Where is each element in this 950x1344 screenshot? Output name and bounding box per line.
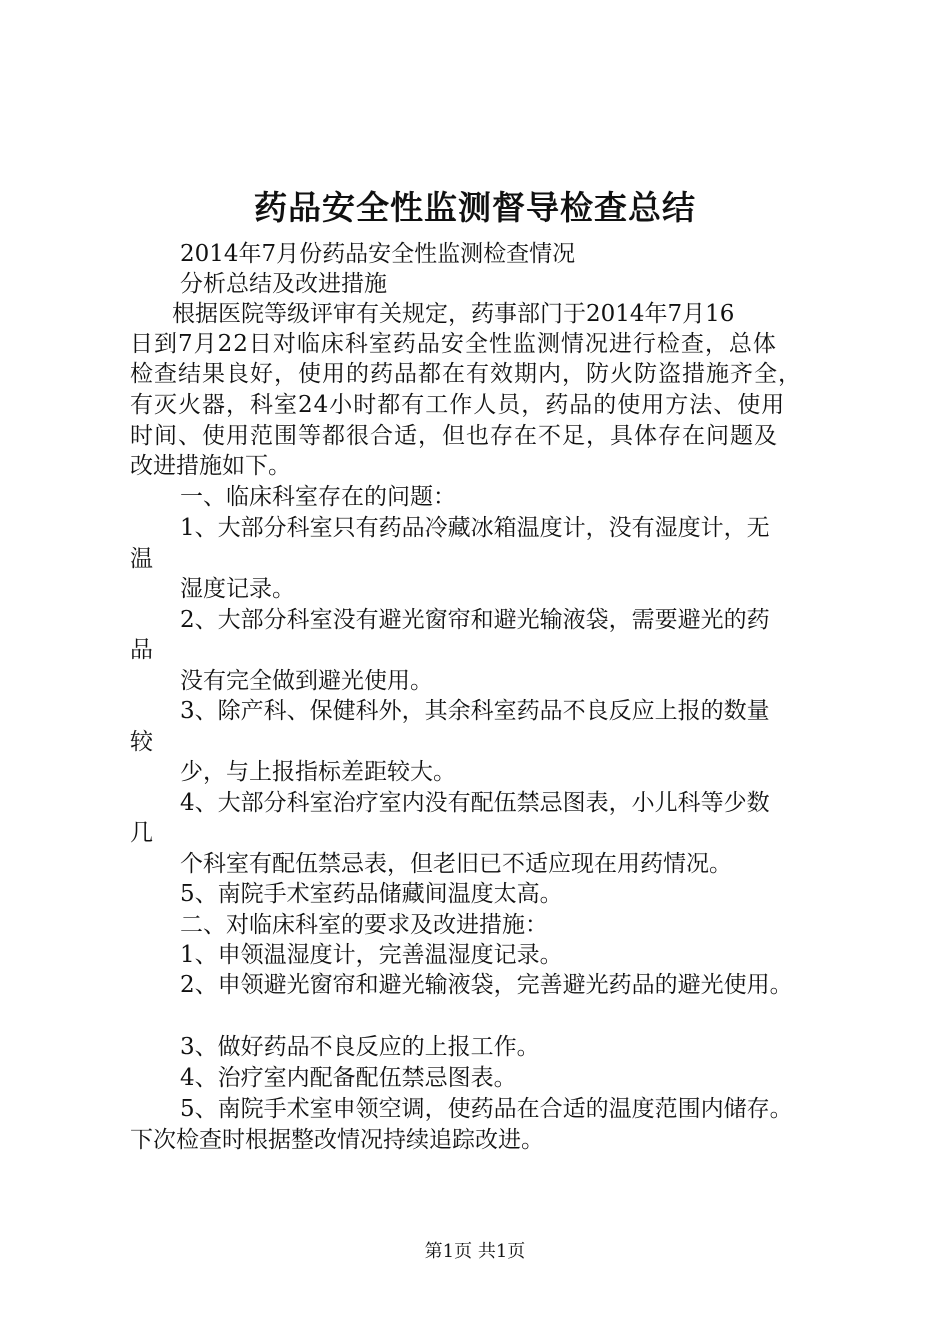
measure-4: 4、治疗室内配备配伍禁忌图表。 bbox=[180, 1065, 517, 1091]
problem-4-wrap: 几 bbox=[130, 820, 153, 846]
intro-line-1: 根据医院等级评审有关规定，药事部门于2014年7月16 bbox=[172, 301, 735, 327]
problem-2-wrap: 品 bbox=[130, 637, 153, 663]
page-footer: 第1页 共1页 bbox=[424, 1241, 526, 1262]
intro-line-3: 检查结果良好，使用的药品都在有效期内，防火防盗措施齐全， bbox=[130, 361, 802, 387]
section-2-heading: 二、对临床科室的要求及改进措施： bbox=[180, 912, 548, 938]
problem-1-line-2: 湿度记录。 bbox=[180, 576, 295, 602]
intro-line-6: 改进措施如下。 bbox=[130, 453, 291, 479]
intro-line-4: 有灭火器，科室24小时都有工作人员，药品的使用方法、使用 bbox=[130, 392, 786, 418]
problem-3-wrap: 较 bbox=[130, 729, 153, 755]
problem-4-line-1: 4、大部分科室治疗室内没有配伍禁忌图表，小儿科等少数 bbox=[180, 790, 770, 816]
problem-4-line-2: 个科室有配伍禁忌表，但老旧已不适应现在用药情况。 bbox=[180, 851, 732, 877]
measure-1: 1、申领温湿度计，完善温湿度记录。 bbox=[180, 942, 563, 968]
problem-2-line-1: 2、大部分科室没有避光窗帘和避光输液袋，需要避光的药 bbox=[180, 607, 770, 633]
measure-3: 3、做好药品不良反应的上报工作。 bbox=[180, 1034, 540, 1060]
section-1-heading: 一、临床科室存在的问题： bbox=[180, 484, 456, 510]
intro-line-2: 日到7月22日对临床科室药品安全性监测情况进行检查，总体 bbox=[130, 331, 777, 357]
intro-line-5: 时间、使用范围等都很合适，但也存在不足，具体存在问题及 bbox=[130, 423, 778, 449]
problem-1-line-1: 1、大部分科室只有药品冷藏冰箱温度计，没有湿度计，无 bbox=[180, 515, 770, 541]
document-title: 药品安全性监测督导检查总结 bbox=[254, 188, 696, 227]
problem-2-line-2: 没有完全做到避光使用。 bbox=[180, 668, 433, 694]
subtitle-line-1: 2014年7月份药品安全性监测检查情况 bbox=[180, 241, 576, 267]
measure-5: 5、南院手术室申领空调，使药品在合适的温度范围内储存。 bbox=[180, 1096, 793, 1122]
subtitle-line-2: 分析总结及改进措施 bbox=[180, 271, 387, 297]
problem-5: 5、南院手术室药品储藏间温度太高。 bbox=[180, 881, 563, 907]
problem-3-line-2: 少，与上报指标差距较大。 bbox=[180, 759, 456, 785]
closing-line: 下次检查时根据整改情况持续追踪改进。 bbox=[130, 1127, 544, 1153]
problem-3-line-1: 3、除产科、保健科外，其余科室药品不良反应上报的数量 bbox=[180, 698, 770, 724]
problem-1-wrap: 温 bbox=[130, 546, 153, 572]
measure-2: 2、申领避光窗帘和避光输液袋，完善避光药品的避光使用。 bbox=[180, 972, 793, 998]
